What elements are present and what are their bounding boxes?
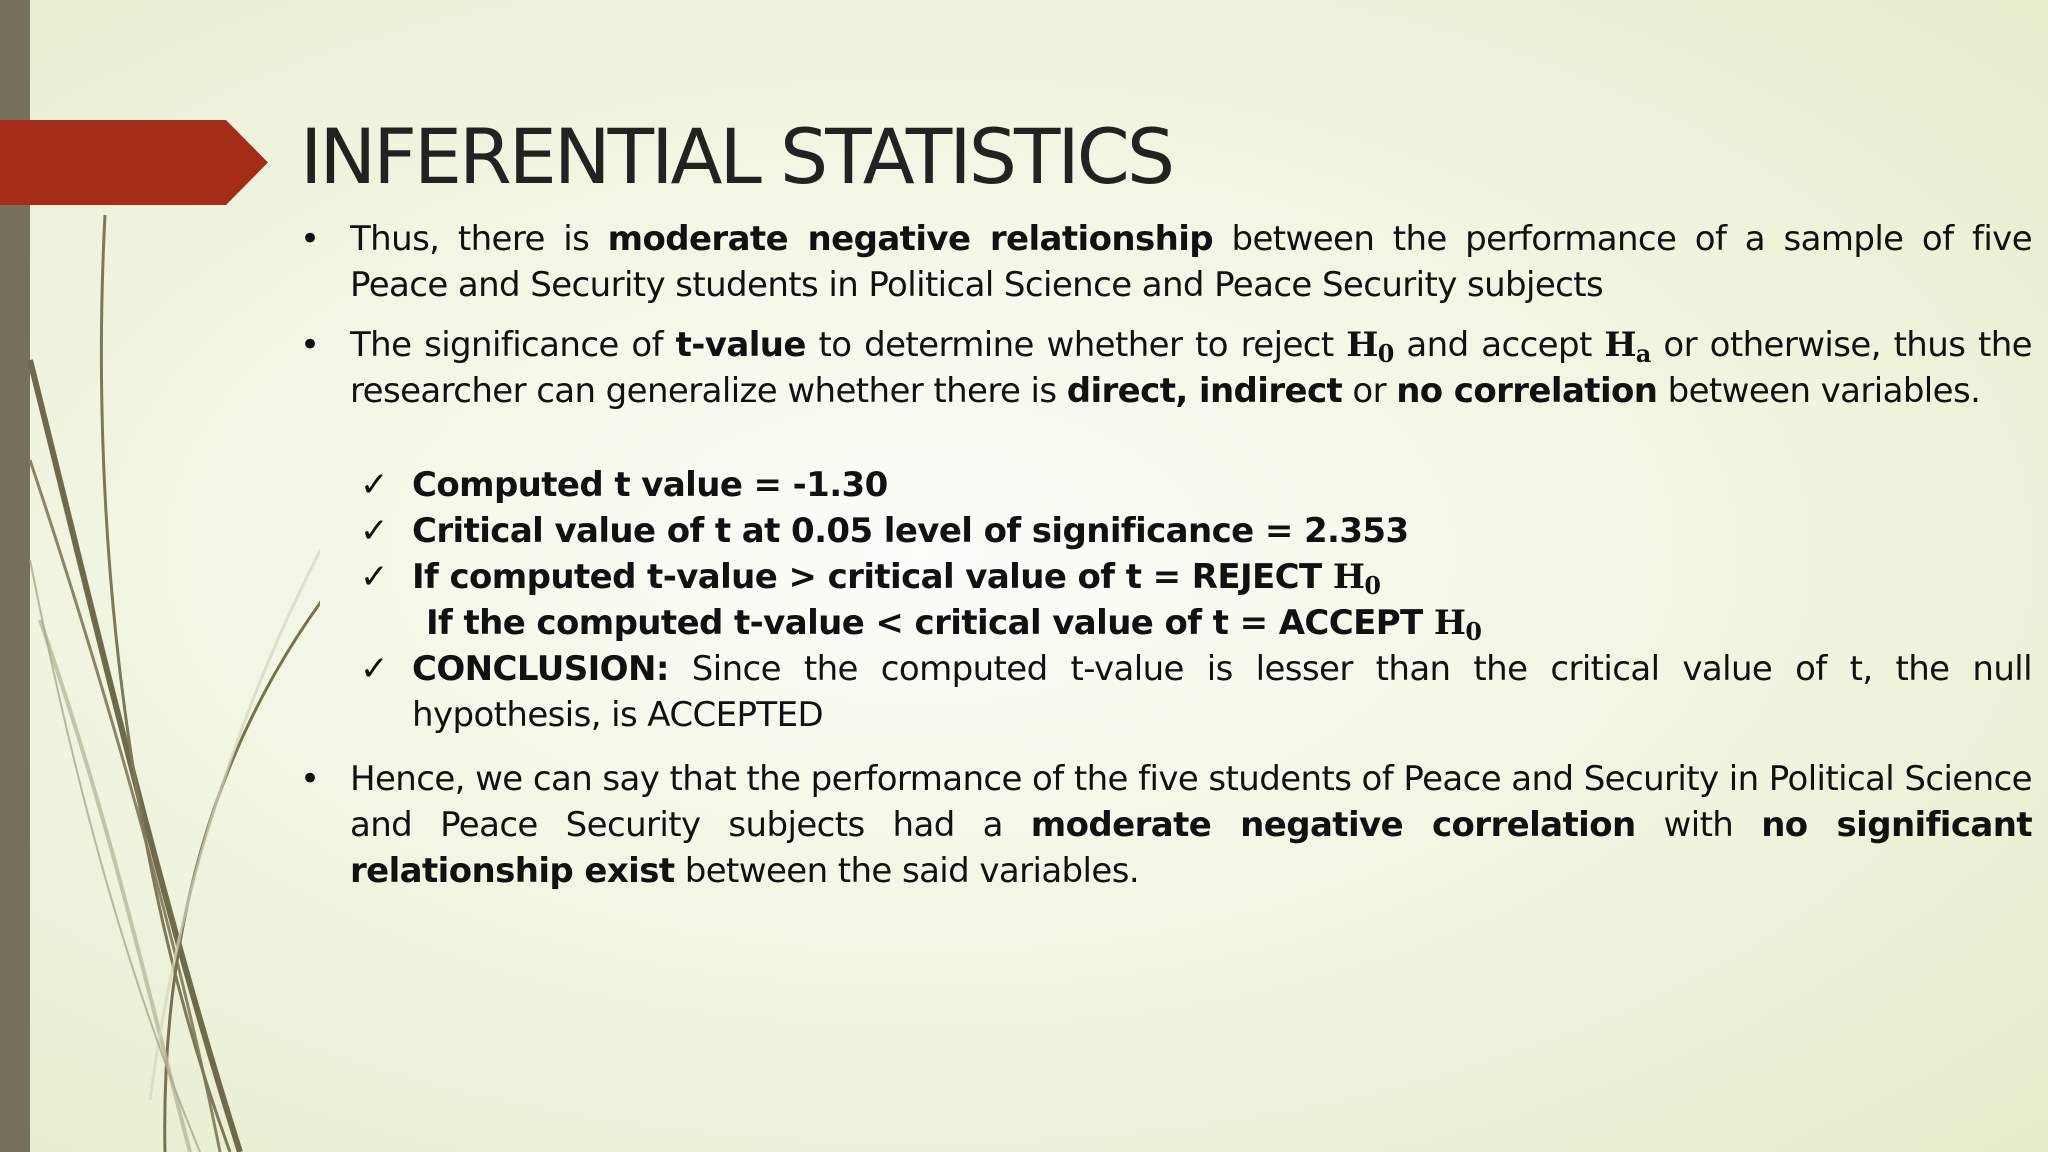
check-item-computed-t: [360, 462, 2032, 508]
check-text: If the computed t-value < critical value of t = ACCEPT: [426, 603, 1434, 643]
check-item-decision-rule: [360, 554, 2032, 600]
bullet-text: [350, 219, 2032, 305]
text-run: between variables.: [1657, 371, 1981, 411]
bold-phrase: direct, indirect: [1066, 371, 1343, 411]
text-run: or: [1342, 371, 1397, 411]
bullet-item: [300, 322, 2032, 414]
bullet-text: [350, 325, 2032, 411]
text-run: Hence, we can say that the performance of the five students of Peace and Security in Political Science and Peace Security subjects had a: [350, 759, 2032, 845]
bold-phrase: moderate negative relationship: [607, 219, 1214, 259]
swoosh-line-4: [165, 540, 320, 1152]
check-list: [360, 462, 2032, 738]
bullet-item: [300, 756, 2032, 894]
text-run: and accept: [1393, 325, 1605, 365]
check-text: If computed t-value > critical value of t = REJECT: [412, 557, 1333, 597]
check-text: Computed t value = -1.30: [412, 465, 888, 505]
bullet-marker: •: [300, 759, 320, 799]
bullet-item: [300, 216, 2032, 308]
swoosh-line-6: [150, 400, 320, 1100]
conclusion-label: CONCLUSION:: [412, 649, 669, 689]
text-run: The significance of: [350, 325, 676, 365]
text-run: with: [1635, 805, 1762, 845]
text-run: between the performance of a sample of five Peace and Security students in Political Science and Peace Security subjects: [350, 219, 2033, 305]
conclusion-text: Since the computed t-value is lesser than the critical value of t, the null hypothesis, is ACCEPTED: [412, 649, 2032, 735]
slide-content: [300, 216, 2032, 908]
bullet-marker: •: [300, 325, 320, 365]
check-mark-icon: ✓: [360, 511, 388, 551]
null-hypothesis-symbol: $H_0$: [1332, 557, 1381, 600]
check-mark-icon: ✓: [360, 557, 388, 597]
text-run: to determine whether to reject: [805, 325, 1347, 365]
check-mark-icon: ✓: [360, 465, 388, 505]
text-run: or otherwise, thus the researcher can generalize whether there is: [350, 325, 2032, 411]
bold-phrase: no significant relationship exist: [350, 805, 2033, 891]
text-run: Thus, there is: [350, 219, 608, 259]
text-run: between the said variables.: [674, 851, 1140, 891]
null-hypothesis-symbol: $H_0$: [1346, 325, 1394, 368]
swoosh-line-3: [101, 215, 230, 1152]
bold-phrase: no correlation: [1396, 371, 1658, 411]
check-mark-icon: ✓: [360, 649, 388, 689]
decision-rule-accept-line: [360, 600, 2032, 646]
bold-phrase: t-value: [675, 325, 806, 365]
slide-title: INFERENTIAL STATISTICS: [300, 112, 1173, 201]
swoosh-line-2: [30, 460, 220, 1152]
title-arrow-shape: [0, 120, 268, 205]
null-hypothesis-symbol: $H_0$: [1433, 603, 1482, 646]
alternative-hypothesis-symbol: $H_a$: [1604, 325, 1651, 368]
swoosh-line-1: [30, 360, 240, 1152]
bullet-text: [350, 759, 2032, 891]
check-text: Critical value of t at 0.05 level of significance = 2.353: [412, 511, 1409, 551]
bold-phrase: moderate negative correlation: [1030, 805, 1636, 845]
check-item-critical-value: [360, 508, 2032, 554]
check-item-conclusion: [360, 646, 2032, 738]
bullet-marker: •: [300, 219, 320, 259]
